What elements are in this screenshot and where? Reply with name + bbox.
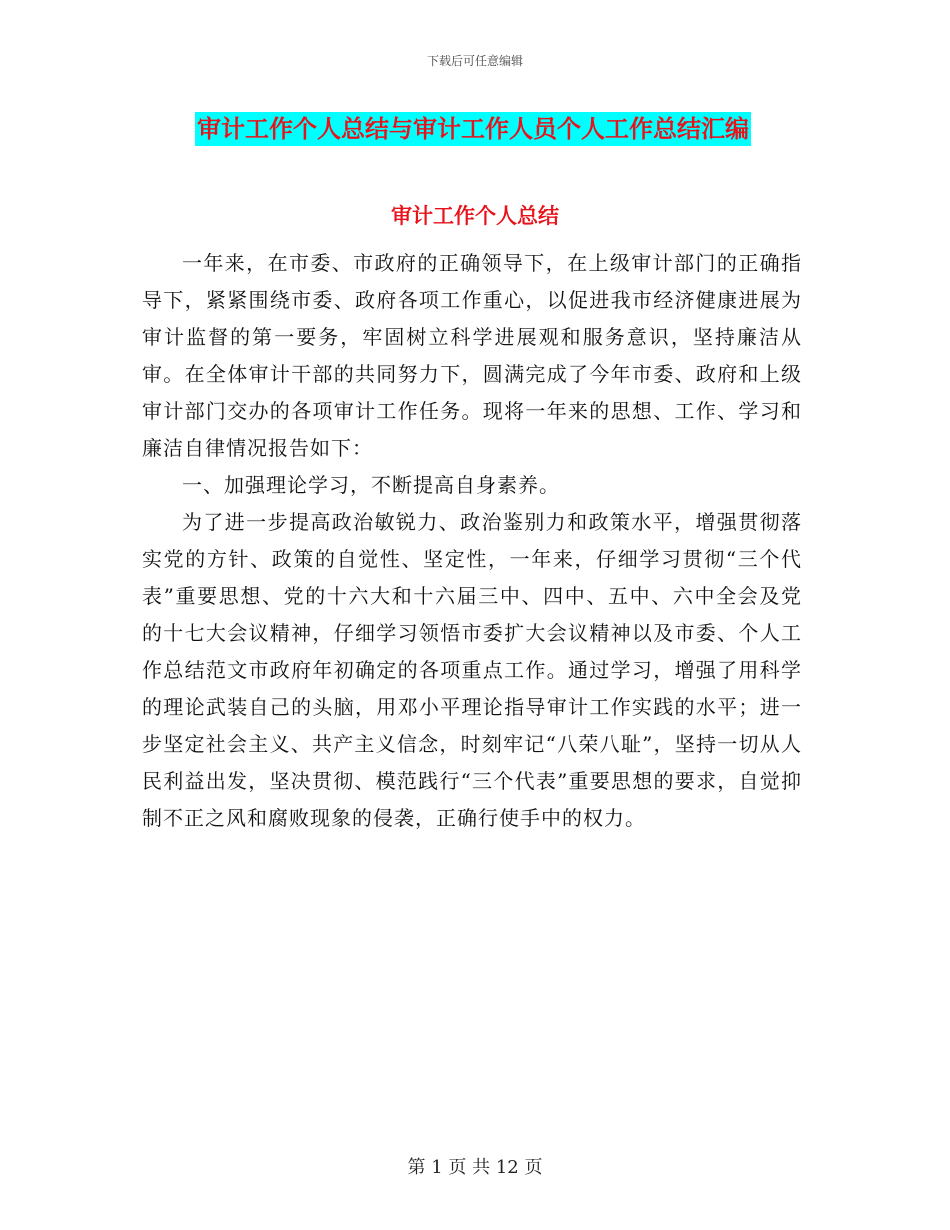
header-note: 下载后可任意编辑 xyxy=(426,54,523,68)
document-title: 审计工作个人总结与审计工作人员个人工作总结汇编 xyxy=(195,112,751,146)
body-text xyxy=(142,245,802,837)
paragraph-study: 为了进一步提高政治敏锐力、政治鉴别力和政策水平，增强贯彻落实党的方针、政策的自觉性、坚定性，一年来，仔细学习贯彻“三个代表”重要思想、党的十六大和十六届三中、四中、五中、六中全会及党的十七大会议精神，仔细学习领悟市委扩大会议精神以及市委、个人工作总结范文市政府年初确定的各项重点工作。通过学习，增强了用科学的理论武装自己的头脑，用邓小平理论指导审计工作实践的水平；进一步坚定社会主义、共产主义信念，时刻牢记“八荣八耻”，坚持一切从人民利益出发，坚决贯彻、模范践行“三个代表”重要思想的要求，自觉抑制不正之风和腐败现象的侵袭，正确行使手中的权力。 xyxy=(142,510,802,830)
paragraph-heading-1: 一、加强理论学习，不断提高自身素养。 xyxy=(182,473,560,497)
page-footer: 第 1 页 共 12 页 xyxy=(407,1157,543,1178)
paragraph-intro: 一年来，在市委、市政府的正确领导下，在上级审计部门的正确指导下，紧紧围绕市委、政府各项工作重心，以促进我市经济健康进展为审计监督的第一要务，牢固树立科学进展观和服务意识，坚持廉洁从审。在全体审计干部的共同努力下，圆满完成了今年市委、政府和上级审计部门交办的各项审计工作任务。现将一年来的思想、工作、学习和廉洁自律情况报告如下： xyxy=(142,251,802,460)
section-title: 审计工作个人总结 xyxy=(391,204,559,228)
